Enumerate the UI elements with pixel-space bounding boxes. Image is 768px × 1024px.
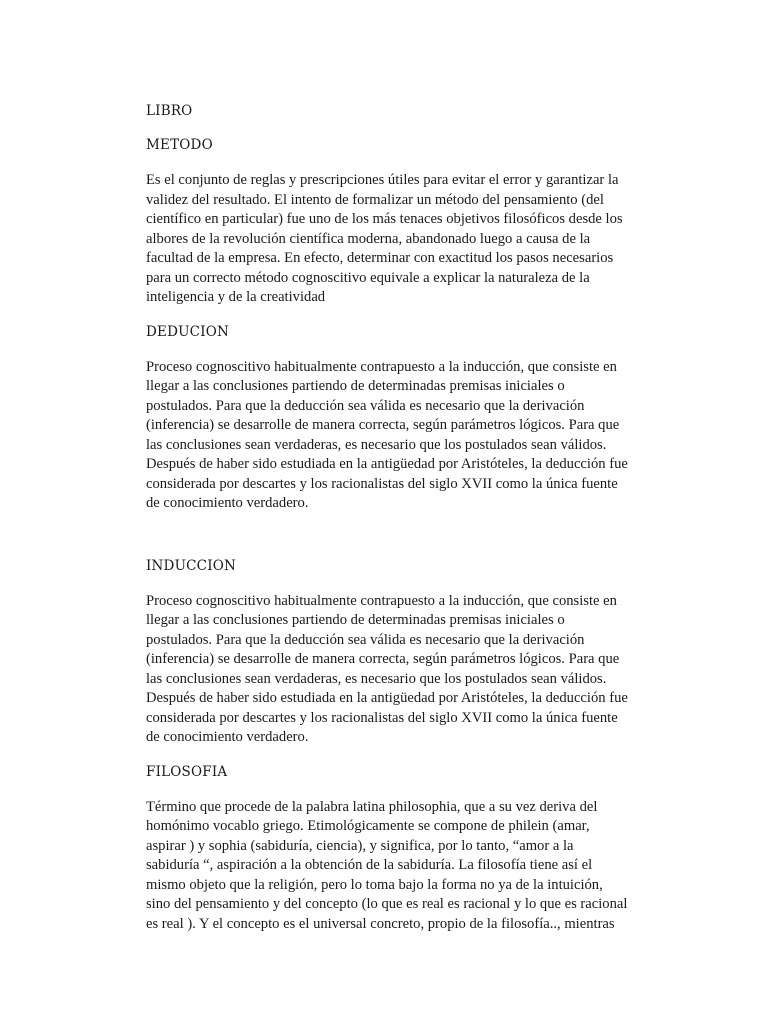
text-line: llegar a las conclusiones partiendo de determinadas premisas iniciales o [146,612,565,628]
text-line: Proceso cognoscitivo habitualmente contrapuesto a la inducción, que consiste en [146,358,617,375]
paragraph-induccion [146,592,664,748]
text-line: homónimo vocablo griego. Etimológicamente se compone de philein (amar, [146,818,590,834]
heading-metodo: METODO [146,137,213,153]
text-line: es real ). Y el concepto es el universal concreto, propio de la filosofía.., mientras [146,915,615,932]
text-line: de conocimiento verdadero. [146,729,309,745]
text-line: las conclusiones sean verdaderas, es necesario que los postulados sean válidos. [146,670,607,687]
text-line: aspirar ) y sophia (sabiduría, ciencia), y significa, por lo tanto, “amor a la [146,837,574,854]
paragraph-filosofia [146,798,664,935]
text-line: Después de haber sido estudiada en la antigüedad por Aristóteles, la deducción fue [146,456,628,472]
document-content [146,101,664,934]
paragraph-metodo [146,171,664,308]
text-line: (inferencia) se desarrolle de manera correcta, según parámetros lógicos. Para que [146,651,620,667]
heading-filosofia: FILOSOFIA [146,763,228,780]
text-line: inteligencia y de la creatividad [146,289,326,305]
text-line: (inferencia) se desarrolle de manera correcta, según parámetros lógicos. Para que [146,417,620,433]
text-line: albores de la revolución científica moderna, abandonado luego a causa de la [146,230,591,247]
paragraph-deducion [146,358,664,514]
text-line: Es el conjunto de reglas y prescripciones útiles para evitar el error y garantizar la [146,172,619,188]
text-line: mismo objeto que la religión, pero lo toma bajo la forma no ya de la intuición, [146,876,603,893]
heading-libro: LIBRO [146,103,193,119]
text-line: científico en particular) fue uno de los más tenaces objetivos filosóficos desde los [146,211,623,227]
text-line: llegar a las conclusiones partiendo de determinadas premisas iniciales o [146,378,565,394]
text-line: de conocimiento verdadero. [146,495,309,511]
text-line: facultad de la empresa. En efecto, determinar con exactitud los pasos necesarios [146,250,614,266]
text-line: Proceso cognoscitivo habitualmente contrapuesto a la inducción, que consiste en [146,592,617,609]
text-line: postulados. Para que la deducción sea válida es necesario que la derivación [146,397,585,414]
text-line: Después de haber sido estudiada en la antigüedad por Aristóteles, la deducción fue [146,690,628,706]
heading-deducion: DEDUCION [146,323,230,340]
text-line: sabiduría “, aspiración a la obtención de la sabiduría. La filosofía tiene así el [146,857,593,873]
text-line: Término que procede de la palabra latina philosophia, que a su vez deriva del [146,798,598,815]
text-line: postulados. Para que la deducción sea válida es necesario que la derivación [146,631,585,648]
text-line: las conclusiones sean verdaderas, es necesario que los postulados sean válidos. [146,436,607,453]
heading-induccion: INDUCCION [146,557,237,574]
text-line: considerada por descartes y los racionalistas del siglo XVII como la única fuente [146,709,618,726]
text-line: considerada por descartes y los racionalistas del siglo XVII como la única fuente [146,475,618,492]
text-line: para un correcto método cognoscitivo equivale a explicar la naturaleza de la [146,269,590,286]
text-line: validez del resultado. El intento de formalizar un método del pensamiento (del [146,191,604,208]
text-line: sino del pensamiento y del concepto (lo que es real es racional y lo que es racional [146,896,628,912]
